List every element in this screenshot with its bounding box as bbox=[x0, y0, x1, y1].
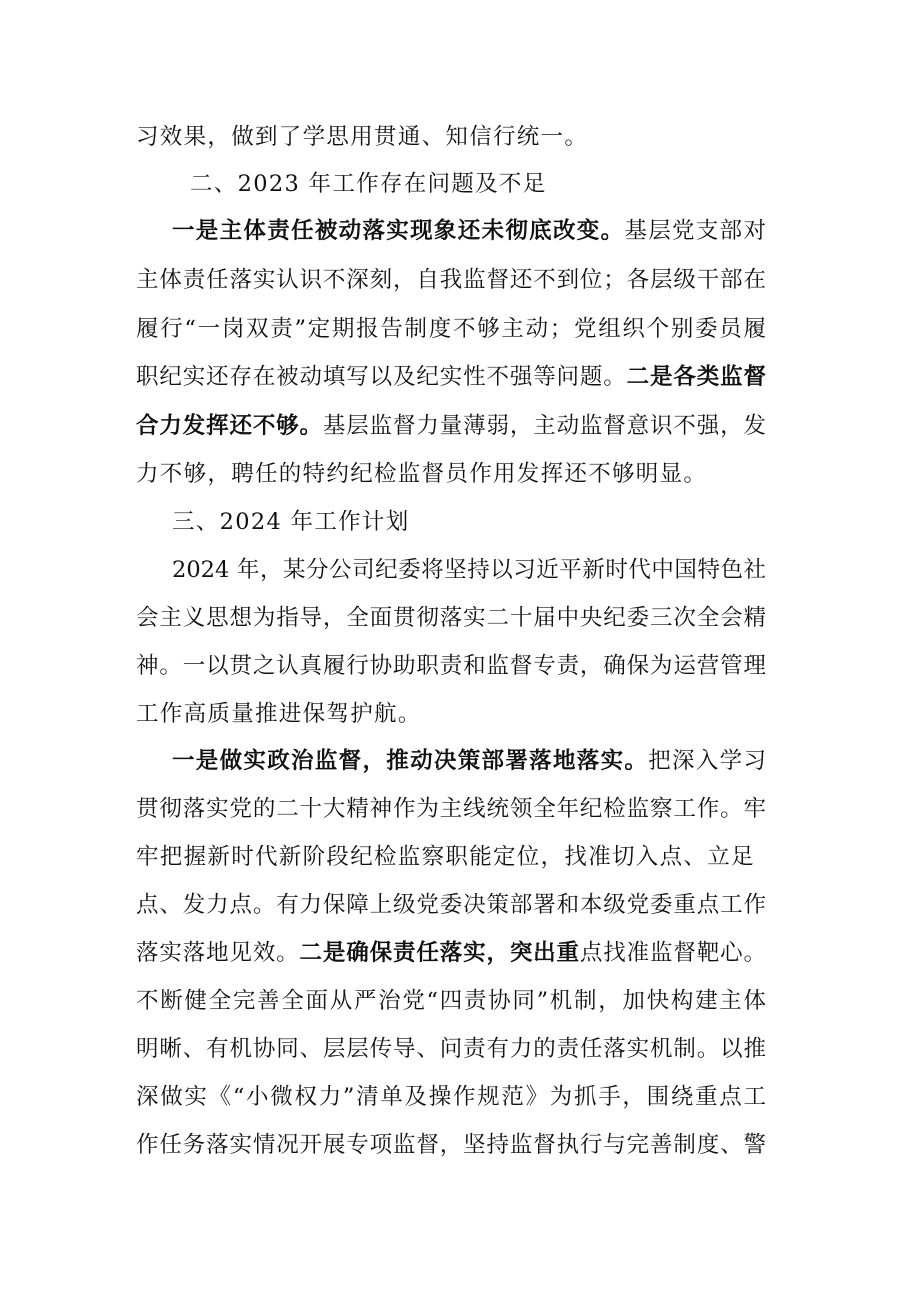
text-segment: 职纪实还存在被动填写以及纪实性不强等问题。 bbox=[136, 364, 627, 390]
text-line bbox=[136, 933, 766, 973]
text-line bbox=[136, 1125, 766, 1165]
text-segment: 履行“一岗双责”定期报告制度不够主动；党组织个别委员履 bbox=[136, 316, 766, 342]
text-segment: 神。一以贯之认真履行协助职责和监督专责，确保为运营管理 bbox=[136, 653, 766, 679]
text-segment: 会主义思想为指导，全面贯彻落实二十届中央纪委三次全会精 bbox=[136, 605, 766, 631]
text-segment: 明晰、有机协同、层层传导、问责有力的责任落实机制。以推 bbox=[136, 1036, 766, 1062]
text-line bbox=[136, 598, 766, 638]
text-segment: 深做实《“小微权力”清单及操作规范》为抓手，围绕重点工 bbox=[136, 1084, 766, 1110]
text-segment: 主体责任落实认识不深刻，自我监督还不到位；各层级干部在 bbox=[136, 267, 766, 293]
text-segment: 点找准监督靶心。 bbox=[579, 940, 766, 966]
text-segment: 贯彻落实党的二十大精神作为主线统领全年纪检监察工作。牢 bbox=[136, 796, 766, 822]
text-segment: 作任务落实情况开展专项监督，坚持监督执行与完善制度、警 bbox=[136, 1132, 766, 1158]
text-segment: 把深入学习 bbox=[648, 748, 766, 774]
text-segment: 不断健全完善全面从严治党“四责协同”机制，加快构建主体 bbox=[136, 988, 766, 1014]
text-line bbox=[136, 694, 766, 734]
text-line bbox=[136, 885, 766, 925]
text-segment: 力不够，聘任的特约纪检监督员作用发挥还不够明显。 bbox=[136, 461, 708, 487]
text-segment: 落实落地见效。 bbox=[136, 940, 300, 966]
text-segment: 二、2023 年工作存在问题及不足 bbox=[190, 171, 547, 197]
text-line bbox=[136, 1077, 766, 1117]
bold-text-segment: 合力发挥还不够。 bbox=[136, 413, 323, 439]
bold-text-segment: 一是做实政治监督，推动决策部署落地落实。 bbox=[172, 748, 649, 774]
text-segment: 基层监督力量薄弱，主动监督意识不强，发 bbox=[322, 413, 766, 439]
text-line bbox=[136, 406, 766, 446]
text-line bbox=[136, 309, 766, 349]
text-line bbox=[136, 454, 766, 494]
text-line bbox=[172, 550, 766, 590]
text-line bbox=[136, 981, 766, 1021]
text-segment: 2024 年，某分公司纪委将坚持以习近平新时代中国特色社 bbox=[172, 557, 766, 583]
text-line bbox=[136, 260, 766, 300]
section-heading bbox=[172, 502, 802, 542]
text-segment: 工作高质量推进保驾护航。 bbox=[136, 701, 422, 727]
bold-text-segment: 二是确保责任落实，突出重 bbox=[299, 940, 580, 966]
bold-text-segment: 二是各类监督 bbox=[626, 364, 766, 390]
text-line bbox=[136, 789, 766, 829]
text-line bbox=[172, 211, 766, 251]
text-line bbox=[136, 837, 766, 877]
text-segment: 牢把握新时代新阶段纪检监察职能定位，找准切入点、立足 bbox=[136, 844, 755, 870]
text-segment: 习效果，做到了学思用贯通、知信行统一。 bbox=[136, 124, 589, 150]
text-line bbox=[172, 741, 766, 781]
bold-text-segment: 一是主体责任被动落实现象还未彻底改变。 bbox=[172, 218, 625, 244]
text-line bbox=[136, 117, 766, 157]
text-line bbox=[136, 357, 766, 397]
text-segment: 基层党支部对 bbox=[624, 218, 766, 244]
text-line bbox=[136, 1029, 766, 1069]
text-segment: 点、发力点。有力保障上级党委决策部署和本级党委重点工作 bbox=[136, 892, 766, 918]
text-segment: 三、2024 年工作计划 bbox=[172, 509, 410, 535]
section-heading bbox=[190, 164, 820, 204]
text-line bbox=[136, 646, 766, 686]
